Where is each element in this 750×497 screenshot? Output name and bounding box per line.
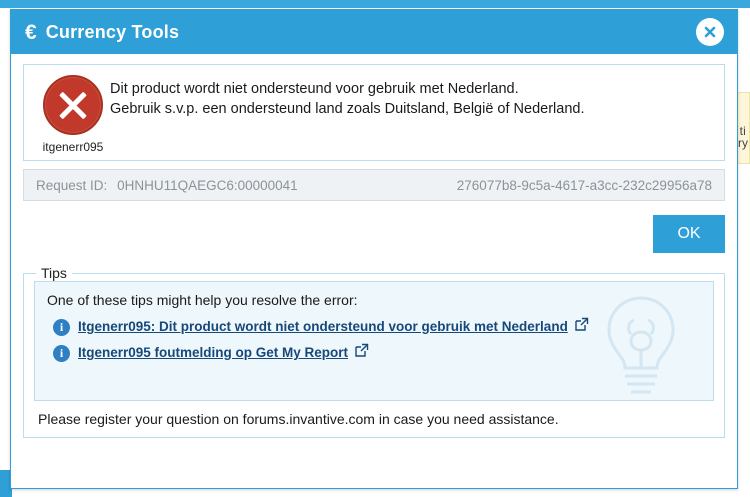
currency-tools-dialog bbox=[10, 9, 738, 489]
tips-legend: Tips bbox=[41, 265, 67, 281]
footer-note: Please register your question on forums.invantive.com in case you need assistance. bbox=[38, 411, 559, 427]
tips-heading: One of these tips might help you resolve the error: bbox=[47, 292, 358, 308]
tips-section bbox=[23, 265, 725, 438]
page-left-panel bbox=[0, 8, 10, 497]
request-id-label-text: Request ID: bbox=[36, 177, 108, 193]
dialog-title: Currency Tools bbox=[45, 21, 180, 42]
tip-link-2[interactable]: Itgenerr095 foutmelding op Get My Report bbox=[78, 345, 349, 360]
background-text-top: ti bbox=[739, 124, 746, 138]
tip-link-1[interactable]: Itgenerr095: Dit product wordt niet ondersteund voor gebruik met Nederland bbox=[78, 319, 568, 334]
request-id-label bbox=[36, 178, 298, 193]
error-message-box bbox=[23, 64, 725, 161]
background-text-bottom: ry bbox=[738, 136, 748, 150]
request-id-value: 0HNHU11QAEGC6:00000041 bbox=[117, 177, 298, 193]
error-code: itgenerr095 bbox=[42, 140, 104, 154]
page-top-strip bbox=[0, 0, 750, 8]
dialog-button-row bbox=[23, 201, 725, 265]
external-link-icon[interactable] bbox=[354, 343, 369, 363]
info-icon: i bbox=[53, 319, 70, 336]
error-cross-icon bbox=[43, 75, 103, 135]
dialog-body bbox=[11, 54, 737, 488]
request-id-bar bbox=[23, 169, 725, 201]
dialog-titlebar bbox=[11, 10, 737, 54]
error-message-line-2: Gebruik s.v.p. een ondersteund land zoals Duitsland, België of Nederland. bbox=[110, 101, 585, 117]
list-item[interactable] bbox=[47, 343, 701, 363]
error-message-line-1: Dit product wordt niet ondersteund voor gebruik met Nederland. bbox=[110, 81, 519, 97]
tips-panel bbox=[34, 281, 714, 401]
euro-icon: € bbox=[25, 20, 37, 44]
list-item[interactable] bbox=[47, 317, 701, 337]
info-icon: i bbox=[53, 345, 70, 362]
external-link-icon[interactable] bbox=[574, 317, 589, 337]
error-icon-group bbox=[36, 75, 110, 154]
close-icon[interactable] bbox=[696, 18, 724, 46]
error-text-group bbox=[110, 75, 712, 119]
correlation-id-value: 276077b8-9c5a-4617-a3cc-232c29956a78 bbox=[456, 177, 712, 193]
ok-button[interactable]: OK bbox=[653, 215, 725, 253]
